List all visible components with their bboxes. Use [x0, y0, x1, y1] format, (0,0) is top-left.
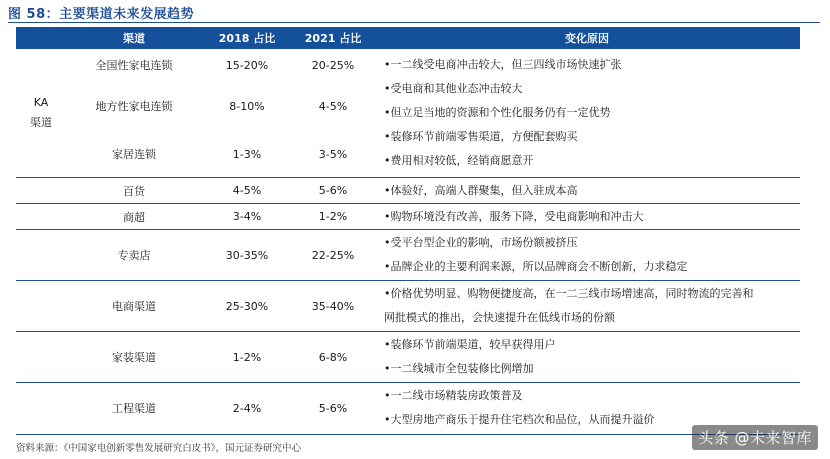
reason-line: •一二线城市全包装修比例增加: [384, 362, 534, 375]
reason-line: •体验好，高端人群聚集，但入驻成本高: [384, 183, 578, 197]
figure-title: 图 58：主要渠道未来发展趋势: [8, 7, 195, 22]
header-reason: 变化原因: [374, 27, 800, 49]
channel-cell: 家居连锁: [66, 131, 202, 178]
share-2021-cell: 5-6%: [292, 178, 374, 204]
reason-line: •一二线市场精装房政策普及: [384, 389, 523, 402]
ka-label-1: KA: [33, 96, 49, 109]
reason-line: •但立足当地的资源和个性化服务仍有一定优势: [384, 106, 611, 119]
reason-line: •价格优势明显、购物便捷度高，在一二三线市场增速高，同时物流的完善和: [384, 287, 754, 300]
reason-line: •费用相对较低，经销商愿意开: [384, 154, 534, 167]
reason-line: •购物环境没有改善，服务下降，受电商影响和冲击大: [384, 209, 644, 223]
share-2018-cell: 3-4%: [202, 204, 292, 230]
share-2021-cell: 22-25%: [292, 230, 374, 281]
reason-line: •受电商和其他业态冲击较大: [384, 82, 523, 95]
reason-cell: [374, 204, 800, 230]
source-note: 资料来源：《中国家电创新零售发展研究白皮书》，国元证券研究中心: [16, 443, 302, 454]
reason-line: •装修环节前端零售渠道，方便配套购买: [384, 130, 578, 143]
table-row: [16, 204, 800, 230]
share-2021-cell: 20-25%: [311, 58, 355, 72]
share-2018-cell: 4-5%: [202, 178, 292, 204]
reason-cell: [374, 281, 800, 332]
share-2021-cell: 6-8%: [292, 332, 374, 383]
share-2018-cell: 15-20%: [225, 58, 269, 72]
share-2021-cell: 3-5%: [292, 131, 374, 178]
header-group: [16, 27, 66, 49]
share-2018-cell: 25-30%: [202, 281, 292, 332]
watermark: 头条 @未来智库: [692, 425, 818, 450]
channel-cell: 全国性家电连锁: [95, 59, 173, 72]
share-2021-cell: 35-40%: [292, 281, 374, 332]
channel-trend-table: [16, 27, 800, 433]
ka-group-cell: [16, 49, 66, 178]
header-channel: 渠道: [66, 27, 202, 49]
reason-cell: [374, 178, 800, 204]
reason-line: •受平台型企业的影响，市场份额被挤压: [384, 236, 578, 249]
channel-cell: 家装渠道: [66, 332, 202, 383]
table-row: [16, 281, 800, 332]
share-2018-cell: 1-2%: [202, 332, 292, 383]
reason-line: •大型房地产商乐于提升住宅档次和品位，从而提升溢价: [384, 413, 655, 426]
table-row: [16, 49, 800, 81]
ka-label-2: 渠道: [30, 116, 52, 129]
channel-cell: 电商渠道: [66, 281, 202, 332]
share-2021-cell: 5-6%: [318, 401, 348, 415]
channel-cell: 地方性家电连锁: [95, 100, 173, 113]
reason-line: 网批模式的推出，会快速提升在低线市场的份额: [384, 311, 615, 324]
table-header-row: [16, 27, 800, 49]
channel-cell: 工程渠道: [112, 402, 156, 415]
channel-cell: 百货: [66, 178, 202, 204]
share-2018-cell: 2-4%: [232, 401, 262, 415]
header-2018: 2018 占比: [202, 27, 292, 49]
reason-cell: [374, 332, 800, 383]
table-bottom-divider: [16, 434, 800, 435]
header-2021: 2021 占比: [292, 27, 374, 49]
reason-line: •装修环节前端渠道，较早获得用户: [384, 338, 556, 351]
table-row: [16, 332, 800, 383]
table-row: [16, 383, 800, 434]
table-row: [16, 178, 800, 204]
reason-line: •品牌企业的主要利润来源，所以品牌商会不断创新，力求稳定: [384, 260, 688, 273]
channel-cell: 商超: [66, 204, 202, 230]
reason-cell: [374, 49, 800, 178]
share-2018-cell: 1-3%: [202, 131, 292, 178]
reason-cell: [374, 230, 800, 281]
share-2021-cell: 4-5%: [318, 99, 348, 113]
channel-cell: 专卖店: [66, 230, 202, 281]
share-2021-cell: 1-2%: [292, 204, 374, 230]
title-divider: [8, 22, 820, 23]
table-row: [16, 230, 800, 281]
share-2018-cell: 8-10%: [229, 99, 265, 113]
reason-line: •一二线受电商冲击较大，但三四线市场快速扩张: [384, 58, 622, 71]
share-2018-cell: 30-35%: [202, 230, 292, 281]
